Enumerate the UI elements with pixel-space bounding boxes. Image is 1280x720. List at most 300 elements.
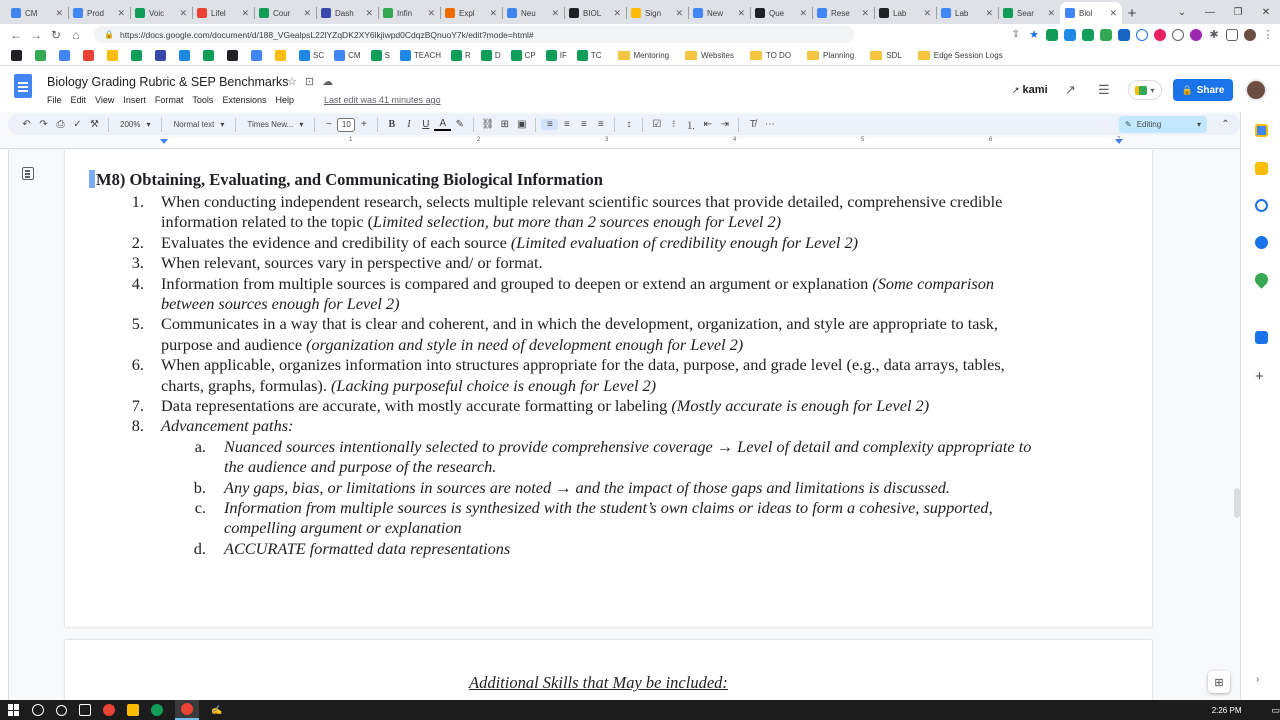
bookmark-label: IF: [559, 50, 567, 60]
print-icon[interactable]: ⎙: [56, 119, 65, 130]
bookmark-item[interactable]: [508, 47, 539, 63]
browser-tab[interactable]: [812, 2, 874, 24]
close-tab-icon[interactable]: ✕: [551, 7, 559, 18]
cortana-icon[interactable]: [56, 705, 67, 716]
bulleted-list-icon[interactable]: ⁝: [672, 119, 676, 130]
tab-label: Neu: [521, 8, 536, 18]
kami-button[interactable]: [1012, 84, 1048, 96]
tasks-icon[interactable]: [1255, 199, 1268, 212]
tab-label: Voic: [149, 8, 165, 18]
sub-list-letter: a.: [194, 436, 206, 456]
bookmark-label: SC: [313, 50, 325, 60]
tab-label: New: [707, 8, 724, 18]
zoom-value: 200%: [120, 120, 141, 129]
folder-icon: [750, 51, 762, 60]
extension-icon[interactable]: [1172, 29, 1184, 41]
italic-text: (Some comparison: [872, 273, 994, 293]
sub-list-line: ACCURATE formatted data representations: [224, 538, 511, 558]
tab-label: Cour: [273, 8, 291, 18]
editing-mode-select[interactable]: [1119, 116, 1207, 133]
toolbar-divider: [535, 118, 536, 132]
extension-icon[interactable]: [1046, 29, 1058, 41]
menu-insert[interactable]: Insert: [123, 95, 146, 105]
list-line: [161, 376, 656, 396]
ruler-number: 7: [1117, 137, 1121, 143]
close-tab-icon[interactable]: ✕: [985, 7, 993, 18]
extension-icon[interactable]: [1190, 29, 1202, 41]
close-tab-icon[interactable]: ✕: [489, 7, 497, 18]
extension-icon[interactable]: [1064, 29, 1076, 41]
bookmark-item[interactable]: [56, 47, 76, 63]
chevron-down-icon: ▾: [1196, 120, 1201, 129]
page2-heading[interactable]: Additional Skills that May be included:: [469, 673, 728, 692]
lock-icon: 🔒: [1181, 84, 1193, 95]
browser-tab[interactable]: [998, 2, 1060, 24]
pen-tray-icon[interactable]: ✍: [211, 704, 223, 715]
bookmark-favicon-icon: [203, 50, 214, 61]
browser-tab[interactable]: [502, 2, 564, 24]
editing-mode-label: Editing: [1136, 120, 1162, 129]
ruler-number: 6: [989, 137, 993, 143]
list-line: [161, 253, 543, 273]
kami-label: kami: [1022, 84, 1048, 96]
toolbar-divider: [377, 118, 378, 132]
left-indent-marker[interactable]: [160, 139, 168, 144]
active-chrome-window[interactable]: [175, 700, 199, 720]
close-window-button[interactable]: ✕: [1261, 6, 1271, 18]
line-spacing-icon[interactable]: ↕: [626, 119, 632, 130]
bookmark-favicon-icon: [511, 50, 522, 61]
italic-text: Limited selection, but more than 2 sources enough for Level 2): [373, 212, 782, 232]
decrease-font-size-icon[interactable]: −: [325, 119, 332, 130]
folder-icon: [807, 51, 819, 60]
close-tab-icon[interactable]: ✕: [55, 7, 63, 18]
tab-label: Sear: [1017, 8, 1034, 18]
tab-favicon-icon: [631, 8, 641, 18]
contacts-icon[interactable]: [1255, 236, 1268, 249]
browser-tab[interactable]: [378, 2, 440, 24]
italic-text: (Lacking purposeful choice is enough for Level 2): [331, 375, 657, 395]
list-number: 5.: [131, 314, 144, 334]
list-number: 2.: [131, 232, 144, 252]
ruler-number: 4: [733, 137, 737, 143]
tab-favicon-icon: [383, 8, 393, 18]
last-edit-link[interactable]: Last edit was 41 minutes ago: [324, 95, 441, 105]
edge-icon[interactable]: [151, 704, 163, 716]
menu-format[interactable]: Format: [154, 95, 184, 105]
tab-favicon-icon: [321, 8, 331, 18]
bold-icon[interactable]: B: [388, 119, 396, 130]
bookmark-folder[interactable]: [615, 47, 673, 63]
meet-button[interactable]: [1128, 80, 1162, 100]
bookmark-label: D: [494, 50, 501, 60]
bookmark-folder-label: Planning: [823, 50, 855, 60]
tab-label: BIOL: [583, 8, 602, 18]
address-bar[interactable]: [94, 26, 854, 43]
chevron-down-icon: ▾: [146, 120, 151, 129]
bookmark-folder-label: Mentoring: [633, 50, 670, 60]
bookmark-item[interactable]: [448, 47, 474, 63]
toolbar-divider: [161, 118, 162, 132]
list-number: 3.: [131, 253, 144, 273]
tab-favicon-icon: [755, 8, 765, 18]
add-comment-icon[interactable]: ⊞: [500, 119, 510, 130]
windows-start-icon[interactable]: [8, 704, 20, 716]
bookmark-item[interactable]: [80, 47, 100, 63]
browser-toolbar: [0, 24, 1280, 45]
list-line: [161, 274, 994, 294]
sub-list-letter: d.: [193, 538, 206, 558]
bookmark-item[interactable]: [574, 47, 605, 63]
section-heading[interactable]: M8) Obtaining, Evaluating, and Communicating Biological Information: [96, 170, 603, 189]
style-select[interactable]: [167, 120, 230, 129]
tab-label: Dash: [335, 8, 354, 18]
browser-tab[interactable]: [874, 2, 936, 24]
bookmark-favicon-icon: [107, 50, 118, 61]
bookmark-item[interactable]: [32, 47, 52, 63]
body-text: When conducting independent research, selects multiple relevant scientific sources that provide detailed, comprehensive credible: [161, 192, 1003, 211]
browser-tab[interactable]: [316, 2, 378, 24]
sub-list-line: the audience and purpose of the research.: [224, 457, 497, 477]
bookmark-item[interactable]: [176, 47, 196, 63]
list-number: 1.: [131, 192, 144, 211]
bookmark-item[interactable]: [543, 47, 570, 63]
close-tab-icon[interactable]: ✕: [1047, 7, 1055, 18]
bookmarks-bar: [0, 45, 1280, 66]
share-button[interactable]: [1173, 79, 1233, 101]
tab-favicon-icon: [569, 8, 579, 18]
body-text: Evaluates the evidence and credibility of each source: [161, 232, 511, 252]
tab-label: Lifel: [211, 8, 226, 18]
menu-bar: [47, 95, 294, 105]
list-line: [161, 314, 998, 334]
bookmark-label: TEACH: [413, 50, 442, 60]
bookmark-item[interactable]: [8, 47, 28, 63]
calendar-icon[interactable]: [1255, 124, 1268, 137]
addon-icon[interactable]: [1255, 331, 1268, 344]
browser-tab[interactable]: [130, 2, 192, 24]
bookmark-favicon-icon: [155, 50, 166, 61]
close-tab-icon[interactable]: ✕: [365, 7, 373, 18]
sub-list-line: Any gaps, bias, or limitations in sources are noted → and the impact of those gaps and limitations is discussed.: [224, 477, 951, 497]
bookmark-item[interactable]: [224, 47, 244, 63]
bookmark-favicon-icon: [227, 50, 238, 61]
extension-icon[interactable]: [1082, 29, 1094, 41]
menu-help[interactable]: Help: [275, 95, 294, 105]
clock[interactable]: 2:26 PM: [1211, 705, 1242, 715]
style-value: Normal text: [173, 120, 215, 129]
bookmark-folder[interactable]: [867, 47, 905, 63]
toolbar-divider: [614, 118, 615, 132]
sub-list-letter: b.: [193, 477, 206, 497]
user-avatar[interactable]: [1245, 79, 1267, 101]
bookmark-item[interactable]: [272, 47, 292, 63]
profile-avatar[interactable]: [1244, 29, 1256, 41]
link-icon[interactable]: ⛓: [481, 119, 495, 130]
bookmark-folder[interactable]: [682, 47, 737, 63]
browser-tab[interactable]: [626, 2, 688, 24]
bookmark-favicon-icon: [400, 50, 411, 61]
increase-font-size-icon[interactable]: +: [360, 119, 367, 130]
sub-list-letter: c.: [194, 498, 206, 517]
increase-indent-icon[interactable]: ⇥: [720, 119, 730, 130]
bookmark-favicon-icon: [275, 50, 286, 61]
ruler-number: 3: [605, 137, 609, 143]
hide-menus-icon[interactable]: ⌃: [1221, 119, 1230, 130]
reload-icon[interactable]: ↻: [50, 27, 62, 42]
browser-tab[interactable]: [564, 2, 626, 24]
back-icon[interactable]: ←: [10, 27, 22, 42]
bookmark-favicon-icon: [251, 50, 262, 61]
extension-icon[interactable]: [1118, 29, 1130, 41]
bookmark-label: CP: [524, 50, 536, 60]
body-text: Data representations are accurate, with mostly accurate formatting or labeling: [161, 396, 672, 415]
browser-tab[interactable]: [68, 2, 130, 24]
align-center-icon[interactable]: ≡: [563, 119, 570, 130]
bookmark-label: S: [384, 50, 390, 60]
body-text: When applicable, organizes information into structures appropriate for the data, purpose, and grade level (e.g., data arrays, tables,: [161, 355, 1005, 375]
bookmark-favicon-icon: [451, 50, 462, 61]
clear-formatting-icon[interactable]: T̸: [749, 119, 756, 130]
document-outline-icon[interactable]: [22, 167, 34, 180]
home-icon[interactable]: ⌂: [72, 27, 80, 42]
bookmark-item[interactable]: [128, 47, 148, 63]
close-tab-icon[interactable]: ✕: [303, 7, 311, 18]
menu-extensions[interactable]: Extensions: [222, 95, 267, 105]
extension-icon[interactable]: [1154, 29, 1166, 41]
menu-view[interactable]: View: [95, 95, 115, 105]
spellcheck-icon[interactable]: ✓: [73, 119, 82, 130]
docs-home-icon[interactable]: [14, 74, 32, 98]
underline-icon[interactable]: U: [422, 119, 430, 130]
checklist-icon[interactable]: ☑: [652, 119, 662, 130]
bookmark-item[interactable]: [200, 47, 220, 63]
tab-favicon-icon: [11, 8, 21, 18]
italic-icon[interactable]: I: [407, 119, 411, 130]
menu-edit[interactable]: Edit: [70, 95, 87, 105]
share-label: Share: [1196, 84, 1225, 96]
tab-label: Lab: [893, 8, 907, 18]
bookmark-label: CM: [348, 50, 361, 60]
tab-favicon-icon: [73, 8, 83, 18]
close-tab-icon[interactable]: ✕: [1109, 7, 1117, 18]
paint-format-icon[interactable]: ⚒: [90, 119, 99, 130]
font-value: Times New...: [247, 120, 294, 129]
list-line: [161, 212, 781, 232]
horizontal-ruler[interactable]: [0, 136, 1240, 149]
redo-icon[interactable]: ↷: [39, 119, 48, 130]
sub-list-line: Information from multiple sources is synthesized with the student’s own claims or ideas to form a cohesive, supported,: [224, 498, 993, 517]
tab-label: Expl: [459, 8, 475, 18]
bookmark-star-icon[interactable]: ★: [1029, 28, 1039, 41]
numbered-list-icon[interactable]: ⒈: [685, 121, 696, 132]
browser-menu-icon[interactable]: ⋮: [1262, 28, 1274, 41]
close-tab-icon[interactable]: ✕: [613, 7, 621, 18]
font-select[interactable]: [241, 120, 309, 129]
close-tab-icon[interactable]: ✕: [427, 7, 435, 18]
tab-label: CM: [25, 8, 38, 18]
close-tab-icon[interactable]: ✕: [923, 7, 931, 18]
file-explorer-icon[interactable]: [127, 704, 139, 716]
close-tab-icon[interactable]: ✕: [117, 7, 125, 18]
vertical-ruler[interactable]: [0, 150, 9, 700]
tab-label: Infin: [397, 8, 413, 18]
bookmark-label: TC: [590, 50, 602, 60]
list-line: [161, 416, 293, 436]
chevron-right-icon[interactable]: ›: [1256, 674, 1260, 685]
keep-icon[interactable]: [1255, 162, 1268, 175]
tab-favicon-icon: [135, 8, 145, 18]
meet-camera-icon: [1135, 86, 1147, 95]
folder-icon: [870, 51, 882, 60]
title-icons: [287, 75, 333, 88]
tab-strip: [0, 0, 1280, 24]
tab-label: Que: [769, 8, 785, 18]
extension-icon[interactable]: [1136, 29, 1148, 41]
menu-file[interactable]: File: [47, 95, 62, 105]
explore-icon[interactable]: ⊞: [1208, 671, 1230, 693]
search-icon[interactable]: [32, 704, 44, 716]
tab-favicon-icon: [445, 8, 455, 18]
browser-tab[interactable]: [936, 2, 998, 24]
close-tab-icon[interactable]: ✕: [861, 7, 869, 18]
list-number: 6.: [131, 355, 144, 375]
share-page-icon[interactable]: ⇪: [1011, 28, 1021, 40]
list-line: [161, 355, 1005, 375]
body-text: information related to the topic (: [161, 212, 374, 232]
notifications-icon[interactable]: ▭: [1271, 704, 1280, 715]
close-tab-icon[interactable]: ✕: [241, 7, 249, 18]
italic-text: between sources enough for Level 2): [161, 294, 400, 313]
italic-text: (Mostly accurate is enough for Level 2): [671, 396, 930, 415]
italic-text: (organization and style in need of development enough for Level 2): [306, 334, 744, 354]
browser-tab[interactable]: [440, 2, 502, 24]
star-icon[interactable]: ☆: [287, 76, 297, 88]
bookmark-favicon-icon: [179, 50, 190, 61]
pencil-icon: ✎: [1125, 120, 1132, 129]
justify-icon[interactable]: ≡: [597, 119, 604, 130]
highlight-icon[interactable]: ✎: [455, 119, 465, 130]
browser-tab[interactable]: [1060, 2, 1122, 24]
bookmark-item[interactable]: [296, 47, 327, 63]
get-addons-icon[interactable]: +: [1255, 368, 1264, 385]
italic-text: (Limited evaluation of credibility enough for Level 2): [510, 232, 859, 252]
zoom-select[interactable]: [114, 120, 156, 129]
window-controls: [1168, 0, 1280, 24]
url-text: https://docs.google.com/document/d/188_VGealpsL22lYZqDK2XY6lkjiwpd0CdqzBQnuoY7k/edit?mode=html#: [119, 29, 534, 40]
tab-search-icon[interactable]: ⌄: [1177, 6, 1187, 18]
bookmark-item[interactable]: [152, 47, 172, 63]
bookmark-item[interactable]: [104, 47, 124, 63]
font-size-input[interactable]: 10: [337, 118, 355, 132]
restore-button[interactable]: ❐: [1233, 6, 1243, 18]
toolbar-divider: [235, 118, 236, 132]
toolbar-divider: [738, 118, 739, 132]
bookmark-folder[interactable]: [747, 47, 794, 63]
bookmark-folder[interactable]: [804, 47, 857, 63]
side-panel-icon[interactable]: [1226, 29, 1238, 41]
toolbar-divider: [314, 118, 315, 132]
tab-favicon-icon: [1003, 8, 1013, 18]
folder-icon: [685, 51, 697, 60]
close-tab-icon[interactable]: ✕: [737, 7, 745, 18]
chevron-down-icon: ▾: [299, 120, 304, 129]
bookmark-favicon-icon: [11, 50, 22, 61]
list-line: [161, 192, 1002, 212]
bookmark-item[interactable]: [397, 47, 444, 63]
italic-text: Advancement paths:: [161, 416, 294, 436]
tab-favicon-icon: [879, 8, 889, 18]
bookmark-item[interactable]: [478, 47, 504, 63]
bookmark-folder-label: SDL: [886, 50, 902, 60]
tab-favicon-icon: [1065, 8, 1075, 18]
tab-label: Lab: [955, 8, 969, 18]
puzzle-icon[interactable]: ✱: [1209, 28, 1219, 41]
new-tab-button[interactable]: +: [1127, 4, 1137, 22]
chrome-taskbar-icon[interactable]: [103, 704, 115, 716]
bookmark-folder[interactable]: [915, 47, 1006, 63]
lock-icon[interactable]: 🔒: [104, 30, 114, 39]
list-line: [161, 294, 400, 314]
side-panel: [1240, 112, 1280, 700]
align-left-icon[interactable]: ≡: [541, 119, 558, 130]
more-options-icon[interactable]: ⋯: [764, 119, 775, 130]
cloud-status-icon[interactable]: ☁: [322, 76, 334, 88]
chrome-icon: [181, 703, 193, 715]
task-view-icon[interactable]: [79, 704, 91, 716]
document-title[interactable]: Biology Grading Rubric & SEP Benchmarks: [47, 75, 289, 89]
browser-tab[interactable]: [750, 2, 812, 24]
move-folder-icon[interactable]: ⊡: [304, 76, 315, 88]
comment-history-icon[interactable]: ☰: [1098, 82, 1110, 97]
ruler-number: 2: [477, 137, 481, 143]
undo-icon[interactable]: ↶: [22, 119, 31, 130]
browser-tab[interactable]: [192, 2, 254, 24]
decrease-indent-icon[interactable]: ⇤: [703, 119, 713, 130]
tab-favicon-icon: [507, 8, 517, 18]
bookmark-favicon-icon: [334, 50, 345, 61]
bookmark-item[interactable]: [248, 47, 268, 63]
insert-image-icon[interactable]: ▣: [517, 119, 527, 130]
browser-tab[interactable]: [254, 2, 316, 24]
bookmark-favicon-icon: [83, 50, 94, 61]
minimize-button[interactable]: —: [1205, 6, 1215, 18]
tab-favicon-icon: [693, 8, 703, 18]
list-line: [161, 396, 929, 416]
activity-dashboard-icon[interactable]: ↗: [1065, 82, 1076, 97]
align-right-icon[interactable]: ≡: [580, 119, 587, 130]
forward-icon[interactable]: →: [30, 27, 42, 42]
kami-icon: ↗: [1012, 85, 1020, 95]
text-color-icon[interactable]: A: [434, 119, 451, 131]
bookmark-item[interactable]: [331, 47, 363, 63]
body-text: Information from multiple sources is compared and grouped to deepen or extend an argument or explanation: [161, 273, 873, 293]
bookmark-item[interactable]: [368, 47, 393, 63]
maps-icon[interactable]: [1252, 270, 1270, 288]
toolbar-divider: [108, 118, 109, 132]
extension-icon[interactable]: [1100, 29, 1112, 41]
browser-tab[interactable]: [6, 2, 68, 24]
browser-tab[interactable]: [688, 2, 750, 24]
tab-label: Sign: [645, 8, 662, 18]
bookmark-favicon-icon: [481, 50, 492, 61]
close-tab-icon[interactable]: ✕: [179, 7, 187, 18]
formatting-toolbar: [8, 114, 1240, 135]
menu-tools[interactable]: Tools: [192, 95, 214, 105]
close-tab-icon[interactable]: ✕: [799, 7, 807, 18]
ruler-number: 5: [861, 137, 865, 143]
close-tab-icon[interactable]: ✕: [675, 7, 683, 18]
